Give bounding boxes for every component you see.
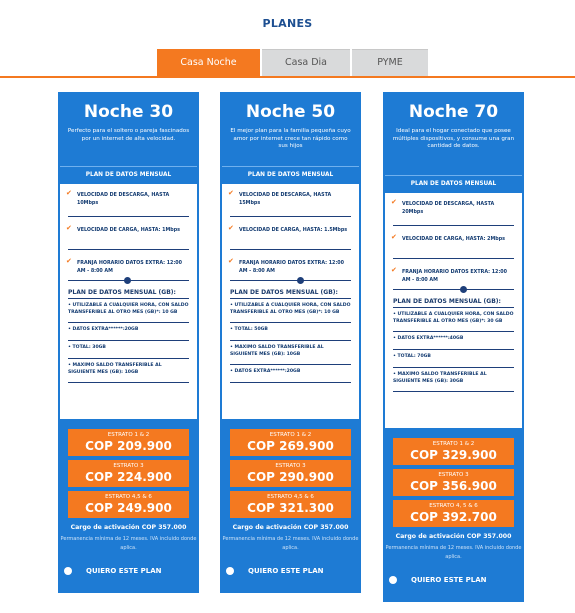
tab-divider bbox=[0, 76, 575, 78]
radio-icon[interactable] bbox=[389, 576, 397, 584]
feature-download: ✔ VELOCIDAD DE DESCARGA, HASTA 20Mbps bbox=[393, 199, 514, 226]
check-icon: ✔ bbox=[66, 224, 72, 232]
plan-footer bbox=[385, 428, 522, 600]
data-slider[interactable] bbox=[230, 276, 351, 285]
price-estrato-3[interactable]: ESTRATO 3 COP 356.900 bbox=[393, 469, 514, 496]
plan-bullet: • TOTAL: 30GB bbox=[68, 341, 189, 359]
plan-bullet: • TOTAL: 50GB bbox=[230, 323, 351, 341]
select-plan-button[interactable]: QUIERO ESTE PLAN bbox=[385, 572, 522, 588]
feature-download: ✔ VELOCIDAD DE DESCARGA, HASTA 10Mbps bbox=[68, 190, 189, 217]
activation-fee: Cargo de activación COP 357.000 bbox=[70, 524, 187, 531]
activation-fee: Cargo de activación COP 357.000 bbox=[232, 524, 349, 531]
price-estrato-3[interactable]: ESTRATO 3 COP 224.900 bbox=[68, 460, 189, 487]
check-icon: ✔ bbox=[391, 266, 397, 274]
section-header: PLAN DE DATOS MENSUAL bbox=[222, 166, 359, 184]
plan-card-noche-30 bbox=[58, 92, 199, 593]
slider-handle[interactable] bbox=[124, 277, 131, 284]
check-icon: ✔ bbox=[391, 233, 397, 241]
plan-bullet: • UTILIZABLE A CUALQUIER HORA, CON SALDO TRANSFERIBLE AL OTRO MES (GB)*: 30 GB bbox=[393, 308, 514, 332]
permanence-note: Permanencia mínima de 12 meses. IVA incluido donde aplica. bbox=[60, 536, 197, 551]
plan-header bbox=[60, 94, 197, 166]
plan-bullet: • UTILIZABLE A CUALQUIER HORA, CON SALDO TRANSFERIBLE AL OTRO MES (GB)*: 10 GB bbox=[68, 299, 189, 323]
price-estrato-3[interactable]: ESTRATO 3 COP 290.900 bbox=[230, 460, 351, 487]
monthly-plan-title: PLAN DE DATOS MENSUAL (GB): bbox=[68, 289, 189, 299]
radio-icon[interactable] bbox=[226, 567, 234, 575]
price-estrato-1-2[interactable]: ESTRATO 1 & 2 COP 209.900 bbox=[68, 429, 189, 456]
feature-upload: ✔ VELOCIDAD DE CARGA, HASTA: 2Mbps bbox=[393, 234, 514, 259]
plan-tabs bbox=[157, 49, 430, 76]
slider-handle[interactable] bbox=[460, 286, 467, 293]
price-estrato-1-2[interactable]: ESTRATO 1 & 2 COP 329.900 bbox=[393, 438, 514, 465]
plan-card-noche-50 bbox=[220, 92, 361, 593]
plan-bullet: • TOTAL: 70GB bbox=[393, 350, 514, 368]
feature-upload: ✔ VELOCIDAD DE CARGA, HASTA: 1.5Mbps bbox=[230, 225, 351, 250]
plan-bullet: • DATOS EXTRA******:20GB bbox=[230, 365, 351, 383]
price-estrato-4-5-6[interactable]: ESTRATO 4, 5 & 6 COP 392.700 bbox=[393, 500, 514, 527]
check-icon: ✔ bbox=[228, 189, 234, 197]
check-icon: ✔ bbox=[228, 224, 234, 232]
plan-bullet: • MAXIMO SALDO TRANSFERIBLE AL SIGUIENTE MES (GB): 10GB bbox=[68, 359, 189, 383]
plan-bullet: • DATOS EXTRA******:20GB bbox=[68, 323, 189, 341]
plan-footer bbox=[222, 419, 359, 591]
monthly-plan-title: PLAN DE DATOS MENSUAL (GB): bbox=[393, 298, 514, 308]
check-icon: ✔ bbox=[66, 189, 72, 197]
plan-description: Perfecto para el soltero o pareja fascinados por un internet de alta velocidad. bbox=[67, 128, 190, 142]
plan-bullet: • DATOS EXTRA******:40GB bbox=[393, 332, 514, 350]
page-title: PLANES bbox=[262, 17, 313, 30]
plan-description: El mejor plan para la familia pequeña cuyo amor por internet crece tan rápido como sus hijos bbox=[230, 128, 351, 150]
activation-fee: Cargo de activación COP 357.000 bbox=[395, 533, 512, 540]
tab-casa-noche[interactable]: Casa Noche bbox=[157, 49, 260, 76]
plan-bullet: • UTILIZABLE A CUALQUIER HORA, CON SALDO TRANSFERIBLE AL OTRO MES (GB)*: 10 GB bbox=[230, 299, 351, 323]
feature-extra-hours: ✔ FRANJA HORARIO DATOS EXTRA: 12:00 AM - 8:00 AM bbox=[391, 266, 507, 283]
plan-card-noche-70 bbox=[383, 92, 524, 602]
slider-handle[interactable] bbox=[297, 277, 304, 284]
price-estrato-4-5-6[interactable]: ESTRATO 4,5 & 6 COP 321.300 bbox=[230, 491, 351, 518]
section-header: PLAN DE DATOS MENSUAL bbox=[60, 166, 197, 184]
plan-footer bbox=[60, 419, 197, 591]
select-plan-button[interactable]: QUIERO ESTE PLAN bbox=[222, 563, 359, 579]
radio-icon[interactable] bbox=[64, 567, 72, 575]
plan-bullet: • MAXIMO SALDO TRANSFERIBLE AL SIGUIENTE MES (GB): 30GB bbox=[393, 368, 514, 392]
section-header: PLAN DE DATOS MENSUAL bbox=[385, 175, 522, 193]
plan-name: Noche 50 bbox=[245, 102, 336, 122]
plan-header bbox=[222, 94, 359, 166]
check-icon: ✔ bbox=[228, 257, 234, 265]
check-icon: ✔ bbox=[66, 257, 72, 265]
data-slider[interactable] bbox=[68, 276, 189, 285]
monthly-plan-title: PLAN DE DATOS MENSUAL (GB): bbox=[230, 289, 351, 299]
plan-description: Ideal para el hogar conectado que posee múltiples dispositivos, y consume una gran cantidad de datos. bbox=[392, 128, 515, 150]
feature-upload: ✔ VELOCIDAD DE CARGA, HASTA: 1Mbps bbox=[68, 225, 189, 250]
feature-extra-hours: ✔ FRANJA HORARIO DATOS EXTRA: 12:00 AM - 8:00 AM bbox=[228, 257, 344, 274]
tab-pyme[interactable]: PYME bbox=[352, 49, 428, 76]
plan-header bbox=[385, 94, 522, 175]
price-estrato-1-2[interactable]: ESTRATO 1 & 2 COP 269.900 bbox=[230, 429, 351, 456]
permanence-note: Permanencia mínima de 12 meses. IVA incluido donde aplica. bbox=[385, 545, 522, 560]
select-plan-button[interactable]: QUIERO ESTE PLAN bbox=[60, 563, 197, 579]
feature-download: ✔ VELOCIDAD DE DESCARGA, HASTA 15Mbps bbox=[230, 190, 351, 217]
permanence-note: Permanencia mínima de 12 meses. IVA incluido donde aplica. bbox=[222, 536, 359, 551]
feature-extra-hours: ✔ FRANJA HORARIO DATOS EXTRA: 12:00 AM - 8:00 AM bbox=[66, 257, 182, 274]
data-slider[interactable] bbox=[393, 285, 514, 294]
plan-bullet: • MAXIMO SALDO TRANSFERIBLE AL SIGUIENTE MES (GB): 10GB bbox=[230, 341, 351, 365]
plan-name: Noche 30 bbox=[83, 102, 174, 122]
tab-casa-dia[interactable]: Casa Dia bbox=[262, 49, 350, 76]
check-icon: ✔ bbox=[391, 198, 397, 206]
plan-name: Noche 70 bbox=[408, 102, 499, 122]
price-estrato-4-5-6[interactable]: ESTRATO 4,5 & 6 COP 249.900 bbox=[68, 491, 189, 518]
